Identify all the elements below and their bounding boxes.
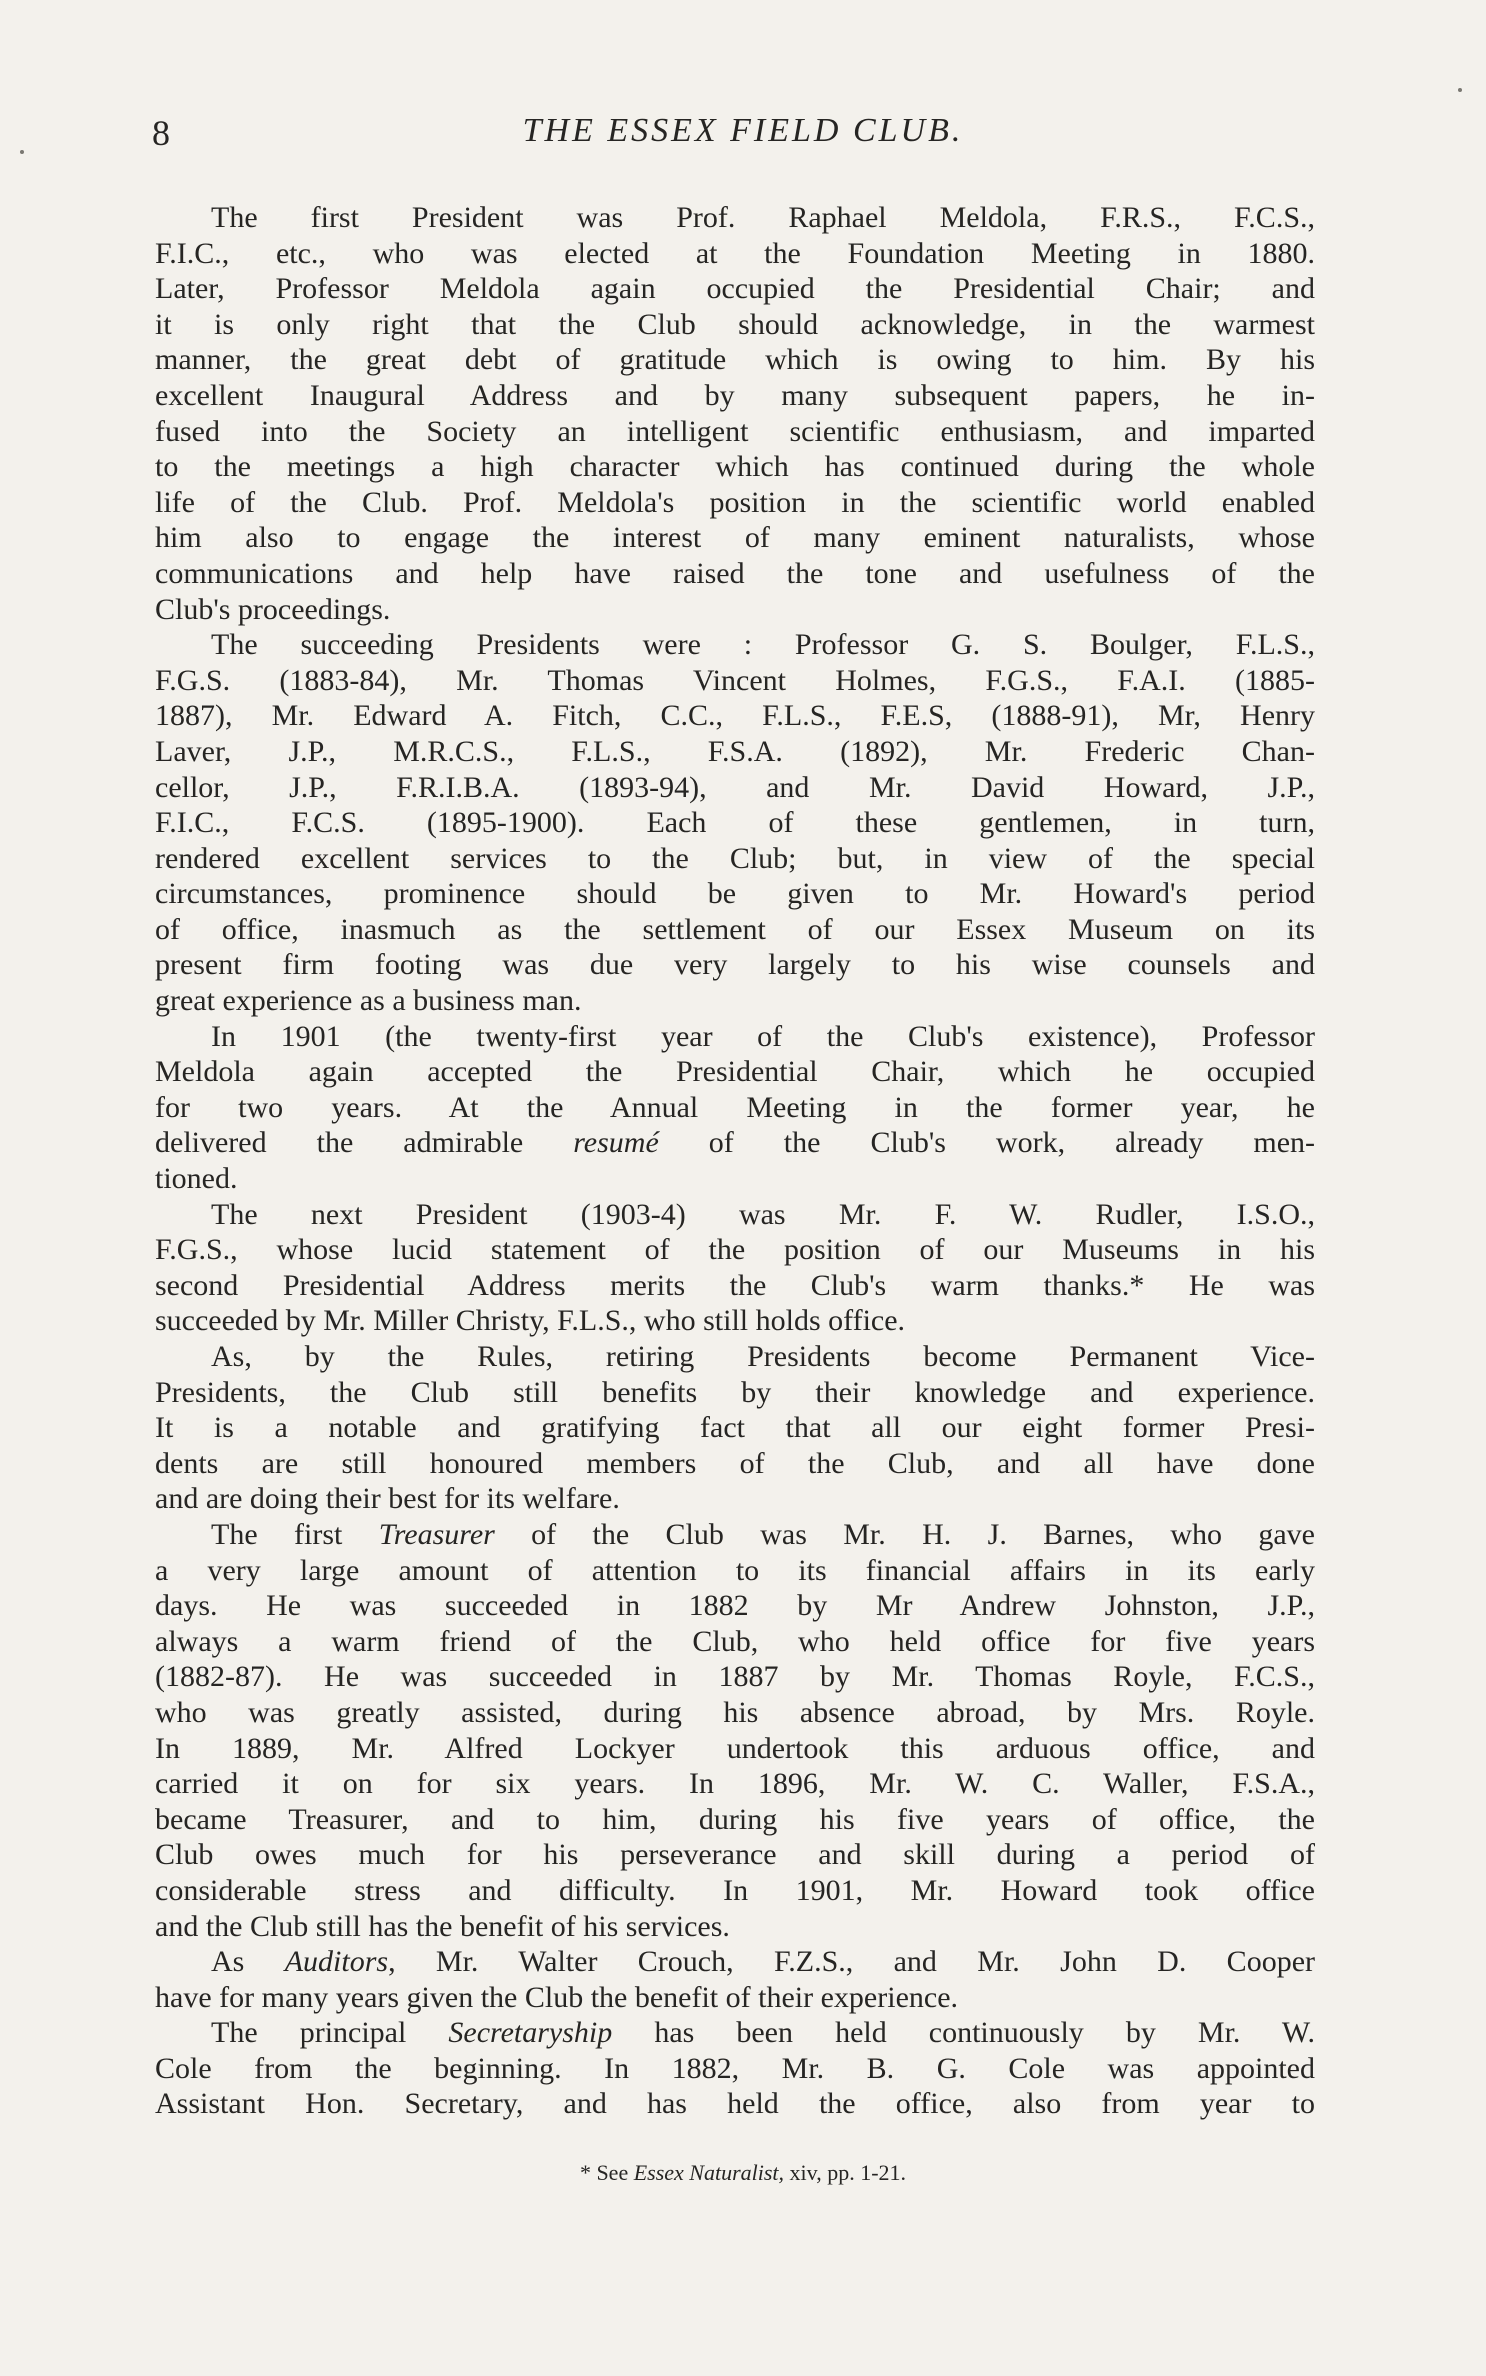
running-title: THE ESSEX FIELD CLUB.	[522, 112, 964, 149]
text-run: F.G.S. (1883-84), Mr. Thomas Vincent Holmes, F.G.S., F.A.I. (1885-	[155, 663, 1315, 697]
page-header	[0, 112, 1486, 162]
text-run: manner, the great debt of gratitude which is owing to him. By his	[155, 343, 1315, 377]
text-line	[155, 236, 1315, 272]
text-run: F.I.C., F.C.S. (1895-1900). Each of these gentlemen, in turn,	[155, 806, 1315, 840]
text-line	[155, 1909, 1315, 1945]
paper-speck	[20, 150, 24, 154]
body-text	[155, 200, 1315, 2122]
text-run: cellor, J.P., F.R.I.B.A. (1893-94), and Mr. David Howard, J.P.,	[155, 770, 1315, 804]
text-line	[155, 1197, 1315, 1233]
text-run: tioned.	[155, 1162, 238, 1196]
text-run: carried it on for six years. In 1896, Mr. W. C. Waller, F.S.A.,	[155, 1767, 1315, 1801]
text-line	[155, 556, 1315, 592]
text-run: excellent Inaugural Address and by many subsequent papers, he in-	[155, 378, 1315, 412]
text-line	[155, 1339, 1315, 1375]
text-line	[155, 698, 1315, 734]
text-line	[155, 912, 1315, 948]
text-line	[155, 271, 1315, 307]
text-line	[155, 983, 1315, 1019]
text-line	[155, 1980, 1315, 2016]
footnote-prefix: * See	[579, 2160, 634, 2185]
text-line	[155, 663, 1315, 699]
text-line	[155, 449, 1315, 485]
text-run: (1882-87). He was succeeded in 1887 by Mr. Thomas Royle, F.C.S.,	[155, 1660, 1315, 1694]
text-line	[155, 485, 1315, 521]
text-line	[155, 805, 1315, 841]
text-line	[155, 1588, 1315, 1624]
text-run: Later, Professor Meldola again occupied the Presidential Chair; and	[155, 272, 1315, 306]
text-line	[155, 1873, 1315, 1909]
text-line	[155, 876, 1315, 912]
text-run: In 1901 (the twenty-first year of the Club's existence), Professor	[211, 1019, 1315, 1053]
text-run: have for many years given the Club the benefit of their experience.	[155, 1980, 959, 2014]
text-line	[155, 1481, 1315, 1517]
text-line	[155, 734, 1315, 770]
text-run: 1887), Mr. Edward A. Fitch, C.C., F.L.S., F.E.S, (1888-91), Mr, Henry	[155, 699, 1315, 733]
text-line	[155, 1161, 1315, 1197]
text-run: him also to engage the interest of many eminent naturalists, whose	[155, 521, 1315, 555]
text-run: The first	[211, 1517, 379, 1551]
text-line	[155, 1446, 1315, 1482]
text-run: The first President was Prof. Raphael Meldola, F.R.S., F.C.S.,	[211, 201, 1315, 234]
text-run: life of the Club. Prof. Meldola's position in the scientific world enabled	[155, 485, 1315, 519]
text-line	[155, 2086, 1315, 2122]
text-line	[155, 1019, 1315, 1055]
text-run: It is a notable and gratifying fact that all our eight former Presi-	[155, 1411, 1315, 1445]
text-run: succeeded by Mr. Miller Christy, F.L.S., who still holds office.	[155, 1304, 906, 1338]
text-line	[155, 1731, 1315, 1767]
text-line	[155, 1268, 1315, 1304]
text-line	[155, 1553, 1315, 1589]
text-run: great experience as a business man.	[155, 984, 582, 1018]
text-run: communications and help have raised the tone and usefulness of the	[155, 556, 1315, 590]
text-run: F.I.C., etc., who was elected at the Foundation Meeting in 1880.	[155, 236, 1315, 270]
text-run: always a warm friend of the Club, who held office for five years	[155, 1624, 1315, 1658]
text-line	[155, 841, 1315, 877]
italic-term: Auditors	[284, 1945, 389, 1979]
text-run: has been held continuously by Mr. W.	[612, 2016, 1315, 2050]
text-line	[155, 1802, 1315, 1838]
text-line	[155, 627, 1315, 663]
text-run: Club owes much for his perseverance and skill during a period of	[155, 1838, 1315, 1872]
footnote	[0, 2160, 1486, 2186]
text-line	[155, 2015, 1315, 2051]
text-line	[155, 1090, 1315, 1126]
text-line	[155, 1766, 1315, 1802]
text-line	[155, 592, 1315, 628]
paper-speck	[1458, 88, 1462, 92]
text-line	[155, 1624, 1315, 1660]
text-run: F.G.S., whose lucid statement of the position of our Museums in his	[155, 1233, 1315, 1267]
text-run: dents are still honoured members of the Club, and all have done	[155, 1446, 1315, 1480]
text-run: a very large amount of attention to its financial affairs in its early	[155, 1553, 1315, 1587]
text-run: fused into the Society an intelligent scientific enthusiasm, and imparted	[155, 414, 1315, 448]
text-line	[155, 520, 1315, 556]
text-line	[155, 1944, 1315, 1980]
text-line	[155, 414, 1315, 450]
text-line	[155, 1232, 1315, 1268]
text-run: The principal	[211, 2016, 449, 2050]
text-run: of the Club was Mr. H. J. Barnes, who gave	[494, 1517, 1315, 1551]
text-line	[155, 1303, 1315, 1339]
text-run: of the Club's work, already men-	[658, 1126, 1315, 1160]
text-line	[155, 307, 1315, 343]
text-line	[155, 1054, 1315, 1090]
text-line	[155, 378, 1315, 414]
text-run: In 1889, Mr. Alfred Lockyer undertook this arduous office, and	[155, 1731, 1315, 1765]
text-line	[155, 947, 1315, 983]
text-line	[155, 1695, 1315, 1731]
page-number: 8	[152, 113, 170, 153]
text-line	[155, 200, 1315, 236]
text-run: circumstances, prominence should be given to Mr. Howard's period	[155, 877, 1315, 911]
text-line	[155, 2051, 1315, 2087]
text-run: Laver, J.P., M.R.C.S., F.L.S., F.S.A. (1892), Mr. Frederic Chan-	[155, 734, 1315, 768]
text-run: Meldola again accepted the Presidential Chair, which he occupied	[155, 1055, 1315, 1089]
text-run: and are doing their best for its welfare.	[155, 1482, 620, 1516]
italic-term: Treasurer	[378, 1517, 495, 1551]
text-run: As, by the Rules, retiring Presidents become Permanent Vice-	[211, 1340, 1315, 1373]
text-line	[155, 770, 1315, 806]
italic-term: Secretaryship	[448, 2016, 613, 2050]
text-run: for two years. At the Annual Meeting in the former year, he	[155, 1090, 1315, 1124]
text-run: Presidents, the Club still benefits by their knowledge and experience.	[155, 1375, 1315, 1409]
text-run: , Mr. Walter Crouch, F.Z.S., and Mr. John D. Cooper	[388, 1945, 1315, 1979]
text-run: of office, inasmuch as the settlement of our Essex Museum on its	[155, 912, 1315, 946]
text-run: and the Club still has the benefit of his services.	[155, 1909, 730, 1943]
text-run: days. He was succeeded in 1882 by Mr Andrew Johnston, J.P.,	[155, 1589, 1315, 1623]
text-run: The succeeding Presidents were : Professor G. S. Boulger, F.L.S.,	[211, 628, 1315, 662]
text-run: to the meetings a high character which has continued during the whole	[155, 450, 1315, 484]
text-line	[155, 1837, 1315, 1873]
text-run: became Treasurer, and to him, during his five years of office, the	[155, 1802, 1315, 1836]
text-run: present firm footing was due very largely to his wise counsels and	[155, 948, 1315, 982]
text-run: As	[211, 1945, 285, 1979]
text-line	[155, 1410, 1315, 1446]
text-run: who was greatly assisted, during his absence abroad, by Mrs. Royle.	[155, 1695, 1315, 1729]
text-run: The next President (1903-4) was Mr. F. W. Rudler, I.S.O.,	[211, 1197, 1315, 1231]
footnote-suffix: xiv, pp. 1-21.	[784, 2160, 907, 2185]
text-run: rendered excellent services to the Club; but, in view of the special	[155, 841, 1315, 875]
text-run: considerable stress and difficulty. In 1901, Mr. Howard took office	[155, 1873, 1315, 1907]
italic-term: resumé	[573, 1126, 659, 1160]
text-line	[155, 342, 1315, 378]
text-line	[155, 1125, 1315, 1161]
text-line	[155, 1375, 1315, 1411]
footnote-journal: Essex Naturalist,	[633, 2160, 785, 2185]
text-line	[155, 1659, 1315, 1695]
text-run: second Presidential Address merits the Club's warm thanks.* He was	[155, 1268, 1315, 1302]
text-run: delivered the admirable	[155, 1126, 574, 1160]
text-run: Club's proceedings.	[155, 592, 391, 626]
text-run: Assistant Hon. Secretary, and has held the office, also from year to	[155, 2087, 1315, 2121]
text-run: Cole from the beginning. In 1882, Mr. B. G. Cole was appointed	[155, 2051, 1315, 2085]
text-line	[155, 1517, 1315, 1553]
text-run: it is only right that the Club should acknowledge, in the warmest	[155, 307, 1315, 341]
